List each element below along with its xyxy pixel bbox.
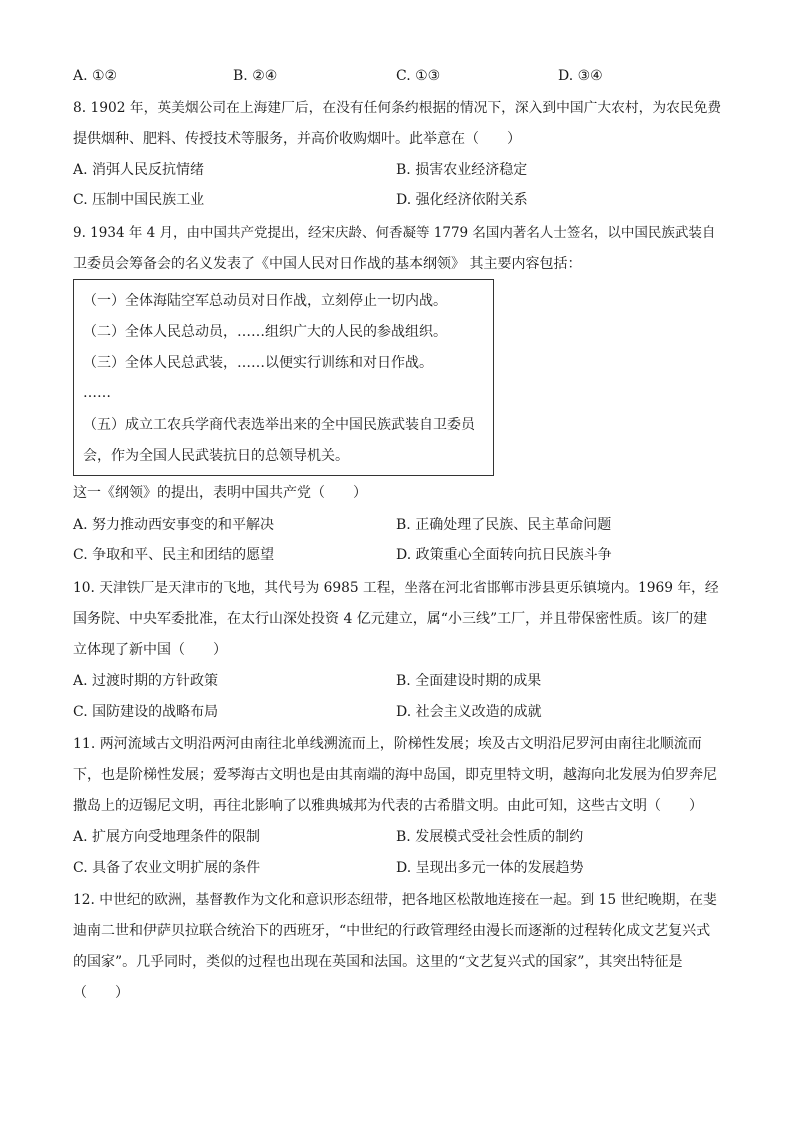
q9-option-c[interactable]: C. 争取和平、民主和团结的愿望 xyxy=(73,547,275,563)
q12-answer-blank: （ ） xyxy=(73,985,129,1001)
q7-option-c[interactable]: C. ①③ xyxy=(396,68,441,84)
q12-stem-line-2: 迪南二世和伊萨贝拉联合统治下的西班牙，“中世纪的行政管理经由漫长而逐渐的过程转化成文艺复兴式 xyxy=(73,923,711,939)
q10-stem-line-3: 立体现了新中国（ ） xyxy=(73,642,227,658)
q9-box-line-2: （二）全体人民总动员，……组织广大的人民的参战组织。 xyxy=(83,324,447,340)
q11-option-a[interactable]: A. 扩展方向受地理条件的限制 xyxy=(73,829,261,845)
q9-box-line-1: （一）全体海陆空军总动员对日作战，立刻停止一切内战。 xyxy=(83,293,447,309)
q10-option-d[interactable]: D. 社会主义改造的成就 xyxy=(396,704,542,720)
q9-box-ellipsis: …… xyxy=(83,385,111,401)
q9-box-line-6: 会，作为全国人民武装抗日的总领导机关。 xyxy=(83,448,349,464)
q11-option-c[interactable]: C. 具备了农业文明扩展的条件 xyxy=(73,860,261,876)
q9-question: 这一《纲领》的提出，表明中国共产党（ ） xyxy=(73,485,367,501)
q7-option-a[interactable]: A. ①② xyxy=(73,68,118,84)
q10-stem-line-2: 国务院、中央军委批准，在太行山深处投资 4 亿元建立，属“小三线”工厂，并且带保密性质。该厂的建 xyxy=(73,611,708,627)
q9-box-line-5: （五）成立工农兵学商代表选举出来的全中国民族武装自卫委员 xyxy=(83,417,475,433)
q12-stem-line-1: 12. 中世纪的欧洲，基督教作为文化和意识形态纽带，把各地区松散地连接在一起。到 15 世纪晚期，在斐 xyxy=(73,892,717,908)
q10-option-b[interactable]: B. 全面建设时期的成果 xyxy=(396,673,542,689)
q7-option-d[interactable]: D. ③④ xyxy=(558,68,603,84)
q9-box-line-3: （三）全体人民总武装，……以便实行训练和对日作战。 xyxy=(83,355,433,371)
q8-option-a[interactable]: A. 消弭人民反抗情绪 xyxy=(73,162,205,178)
q10-stem-line-1: 10. 天津铁厂是天津市的飞地，其代号为 6985 工程，坐落在河北省邯郸市涉县更乐镇境内。1969 年，经 xyxy=(73,580,719,596)
q8-stem-line-2: 提供烟种、肥料、传授技术等服务，并高价收购烟叶。此举意在（ ） xyxy=(73,131,521,147)
q8-option-b[interactable]: B. 损害农业经济稳定 xyxy=(396,162,528,178)
q10-option-c[interactable]: C. 国防建设的战略布局 xyxy=(73,704,219,720)
q9-option-b[interactable]: B. 正确处理了民族、民主革命问题 xyxy=(396,517,612,533)
q12-stem-line-3: 的国家”。几乎同时，类似的过程也出现在英国和法国。这里的“文艺复兴式的国家”，其突出特征是 xyxy=(73,954,683,970)
q9-stem-line-1: 9. 1934 年 4 月，由中国共产党提出，经宋庆龄、何香凝等 1779 名国内著名人士签名，以中国民族武装自 xyxy=(73,225,716,241)
q8-stem-line-1: 8. 1902 年，英美烟公司在上海建厂后，在没有任何条约根据的情况下，深入到中国广大农村，为农民免费 xyxy=(73,100,722,116)
q8-option-c[interactable]: C. 压制中国民族工业 xyxy=(73,192,205,208)
q11-stem-line-2: 下，也是阶梯性发展；爱琴海古文明也是由其南端的海中岛国，即克里特文明，越海向北发展为伯罗奔尼 xyxy=(73,767,717,783)
q9-option-a[interactable]: A. 努力推动西安事变的和平解决 xyxy=(73,517,275,533)
q9-option-d[interactable]: D. 政策重心全面转向抗日民族斗争 xyxy=(396,547,612,563)
q8-option-d[interactable]: D. 强化经济依附关系 xyxy=(396,192,528,208)
q11-stem-line-1: 11. 两河流域古文明沿两河由南往北单线溯流而上，阶梯性发展；埃及古文明沿尼罗河由南往北顺流而 xyxy=(73,736,702,752)
q11-option-d[interactable]: D. 呈现出多元一体的发展趋势 xyxy=(396,860,584,876)
q11-stem-line-3: 撒岛上的迈锡尼文明，再往北影响了以雅典城邦为代表的古希腊文明。由此可知，这些古文明（ ） xyxy=(73,798,703,814)
q9-stem-line-2: 卫委员会筹备会的名义发表了《中国人民对日作战的基本纲领》 其主要内容包括： xyxy=(73,256,582,272)
q10-option-a[interactable]: A. 过渡时期的方针政策 xyxy=(73,673,219,689)
q11-option-b[interactable]: B. 发展模式受社会性质的制约 xyxy=(396,829,584,845)
q9-source-box xyxy=(73,279,494,476)
q7-option-b[interactable]: B. ②④ xyxy=(233,68,278,84)
